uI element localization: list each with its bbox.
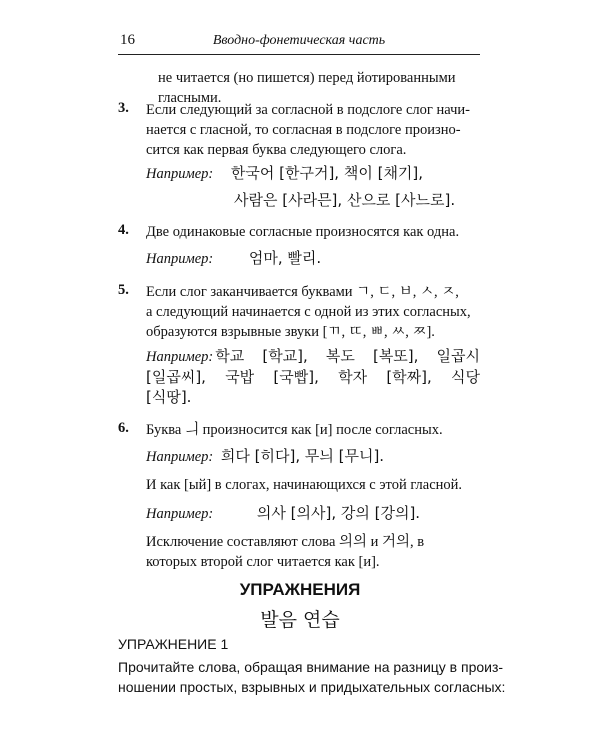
rule-4-number: 4. <box>118 222 129 238</box>
example-label: Например <box>146 251 209 267</box>
rule-3-example-line-1: 한국어 [한구거], 책이 [채기], <box>230 164 424 182</box>
rule-3 <box>118 100 480 160</box>
rule-5-line-1-text: Если слог заканчивается буквами ㄱ, ㄷ, ㅂ, ㅅ, ㅈ, <box>146 284 459 300</box>
rule-5 <box>118 282 480 408</box>
rule-6-example-1: 희다 [히다], 무늬 [무니]. <box>220 447 385 465</box>
rule-6-number: 6. <box>118 420 129 436</box>
exercise-1-line-2: ношении простых, взрывных и придыхательных согласных: <box>118 679 506 695</box>
example-label: Например <box>146 506 209 522</box>
running-title: Вводно-фонетическая часть <box>212 33 386 48</box>
exercise-1-title: УПРАЖНЕНИЕ 1 <box>118 636 229 652</box>
example-label: Например <box>146 166 209 182</box>
rule-6-exception-line-1: Исключение составляют слова 의의 и 거의, в <box>146 534 425 550</box>
rule-3-number: 3. <box>118 100 129 116</box>
rule-5-line-1 <box>118 282 480 302</box>
rule-4: Две одинаковые согласные произносятся как одна. Например: 엄마, 빨리. <box>118 222 480 269</box>
rule-5-example-line-3: [식땅]. <box>146 388 192 406</box>
rule-3-line-2: нается с гласной, то согласная в подслоге произно- <box>146 122 461 138</box>
exercise-1-instructions <box>118 657 506 697</box>
rule-5-line-2: а следующий начинается с одной из этих согласных, <box>146 304 471 320</box>
rule-3-line-3: сится как первая буква следующего слога. <box>146 142 407 158</box>
continuation-line-2: гласными. <box>158 90 222 106</box>
rule-3-line-1: Если следующий за согласной в подслоге слог начи- <box>146 102 470 118</box>
rule-5-line-3: образуются взрывные звуки [ㄲ, ㄸ, ㅃ, ㅆ, ㅉ]. <box>146 324 435 340</box>
example-label: Например <box>146 349 209 365</box>
continuation-line-1: не читается (но пишется) перед йотированными <box>158 70 456 86</box>
exercise-1-line-1: Прочитайте слова, обращая внимание на разницу в произ- <box>118 659 504 675</box>
rule-4-example: 엄마, 빨리. <box>248 249 322 267</box>
rule-4-text: Две одинаковые согласные произносятся как одна. <box>146 224 460 240</box>
exercises-section-title: УПРАЖНЕНИЯ <box>239 580 361 599</box>
example-label: Например <box>146 449 209 465</box>
rule-3-example: Например: 한국어 [한구거], 책이 [채기], 사람은 [사라믄], 산으로 [사느로]. <box>146 164 456 209</box>
rule-5-example-line-2: [일곱씨], 국밥 [국빱], 학자 [학짜], 식당 <box>146 368 480 386</box>
rule-5-example-line-1: Например: 학교 [학교], 복도 [복또], 일곱시 <box>146 347 480 365</box>
rule-6-exception-line-2: которых второй слог читается как [и]. <box>146 554 380 570</box>
page-number: 16 <box>120 32 135 48</box>
rule-3-example-line-2: 사람은 [사라믄], 산으로 [사느로]. <box>234 191 456 209</box>
exercises-section-title-korean: 발음 연습 <box>260 609 340 631</box>
rule-6-example-2: 의사 [의사], 강의 [강의]. <box>256 504 421 522</box>
rule-6-line-2: И как [ый] в слогах, начинающихся с этой гласной. <box>146 477 463 493</box>
rule-6: Буква ㅢ произносится как [и] после согласных. Например: 희다 [히다], 무늬 [무니]. И как [ый] в слогах, начинающихся с этой гласной. Например: 의사 [의사], 강의 [강의]. Исключение составляют слова 의의 и 거의, в которых второй слог читается как [и]. <box>118 420 480 572</box>
rule-5-number: 5. <box>118 282 129 298</box>
page-header <box>118 32 480 55</box>
rule-6-line-1: Буква ㅢ произносится как [и] после согласных. <box>146 422 443 438</box>
